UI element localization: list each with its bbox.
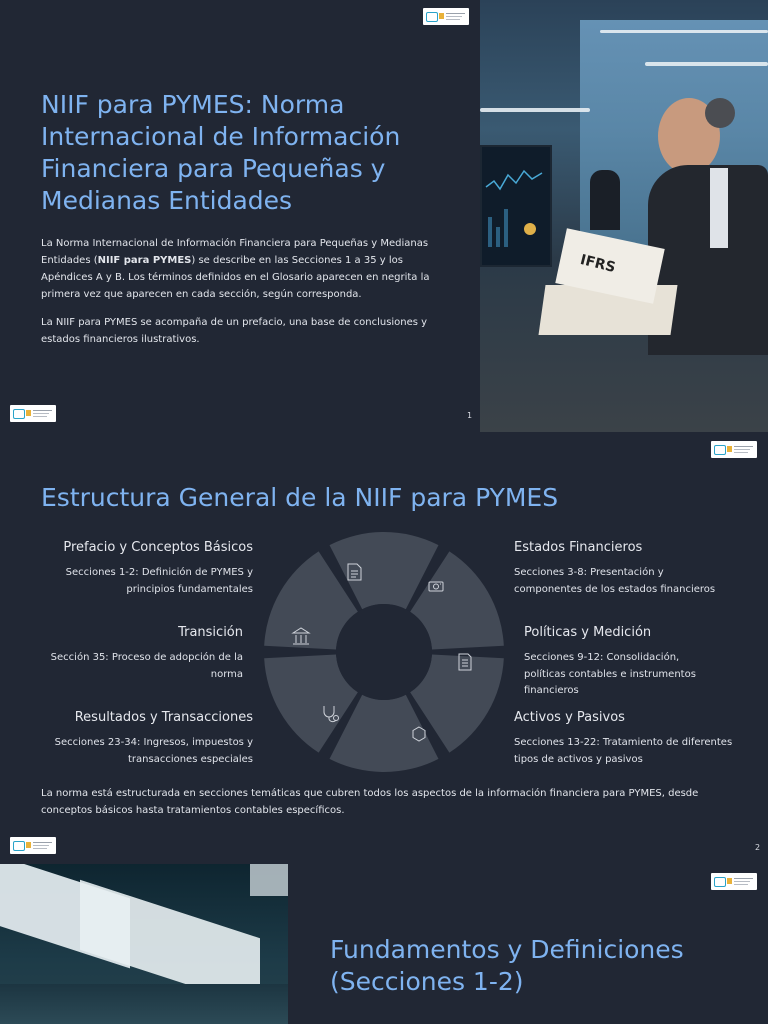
slide-1-paragraph-1	[41, 235, 441, 303]
section-desc-transicion: Sección 35: Proceso de adopción de la norma	[50, 652, 243, 680]
slide-1-paragraph-2: La NIIF para PYMES se acompaña de un prefacio, una base de conclusiones y estados financieros ilustrativos.	[41, 317, 428, 345]
organization-logo	[10, 405, 56, 422]
section-label-activos: Activos y Pasivos	[514, 710, 625, 725]
slide-2-footer-text: La norma está estructurada en secciones temáticas que cubren todos los aspectos de la información financiera para PYMES, desde conceptos básicos hasta tratamientos contables específicos.	[41, 788, 699, 816]
slide-2-title: Estructura General de la NIIF para PYMES	[41, 483, 559, 512]
book-cover-art: IFRS	[578, 251, 618, 277]
organization-logo	[10, 837, 56, 854]
section-label-resultados: Resultados y Transacciones	[74, 710, 253, 725]
organization-logo-top	[711, 873, 757, 890]
cycle-center	[336, 604, 432, 700]
section-label-politicas: Políticas y Medición	[524, 625, 652, 640]
slide-1-title: NIIF para PYMES: Norma Internacional de Información Financiera para Pequeñas y Medianas Entidades	[41, 90, 401, 215]
section-desc-estados: Secciones 3-8: Presentación y componentes de los estados financieros	[514, 567, 716, 595]
section-label-estados: Estados Financieros	[514, 540, 643, 555]
p1-text-a: La Norma Internacional de Información Financiera para Pequeñas y Medianas Entidades (	[41, 238, 429, 266]
section-label-transicion: Transición	[178, 625, 243, 640]
section-desc-prefacio: Secciones 1-2: Definición de PYMES y principios fundamentales	[65, 567, 253, 595]
slide-3	[0, 864, 768, 1024]
section-desc-activos: Secciones 13-22: Tratamiento de diferentes tipos de activos y pasivos	[514, 737, 733, 765]
page-number: 2	[755, 843, 761, 852]
slide-3-title: Fundamentos y Definiciones (Secciones 1-2)	[330, 935, 684, 996]
slide-2	[0, 432, 768, 864]
section-label-prefacio: Prefacio y Conceptos Básicos	[63, 540, 253, 555]
section-desc-politicas: Secciones 9-12: Consolidación, políticas contables e instrumentos financieros	[524, 652, 696, 696]
organization-logo-top	[423, 8, 469, 25]
businessman-reading-photo	[480, 0, 768, 432]
p1-bold: NIIF para PYMES	[97, 255, 192, 266]
organization-logo-top	[711, 441, 757, 458]
section-desc-resultados: Secciones 23-34: Ingresos, impuestos y transacciones especiales	[54, 737, 253, 765]
structure-cycle-diagram	[262, 530, 506, 774]
slide-1	[0, 0, 768, 432]
office-ceiling-photo	[0, 864, 288, 1024]
page-number: 1	[467, 411, 473, 420]
p1-text-b: ) se describe en las Secciones 1 a 35 y los Apéndices A y B. Los términos definidos en el Glosario aparecen en negrita la primera vez que aparecen en cada sección, según corresponda.	[41, 255, 430, 300]
